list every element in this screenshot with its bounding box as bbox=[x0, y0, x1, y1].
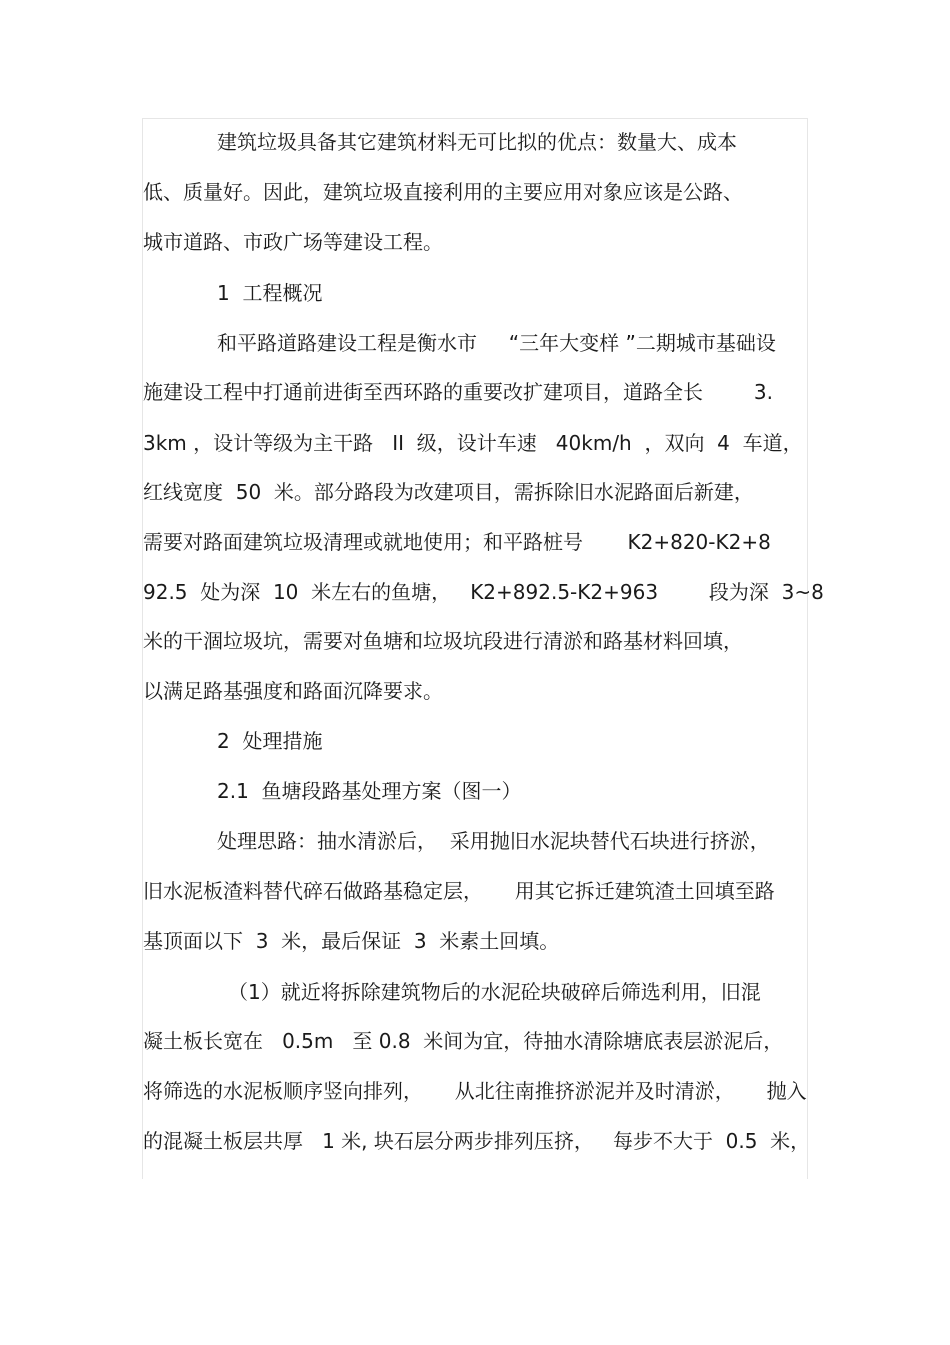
text-line: 3km ，设计等级为主干路 II 级，设计车速 40km/h ，双向 4 车道， bbox=[143, 431, 803, 455]
section-heading: 2 处理措施 bbox=[217, 729, 323, 753]
text-line: 基顶面以下 3 米，最后保证 3 米素土回填。 bbox=[143, 929, 560, 953]
text-line: 旧水泥板渣料替代碎石做路基稳定层， 用其它拆迁建筑渣土回填至路 bbox=[143, 879, 775, 903]
subsection-heading: 2.1 鱼塘段路基处理方案（图一） bbox=[217, 779, 522, 803]
text-line: 的混凝土板层共厚 1 米, 块石层分两步排列压挤， 每步不大于 0.5 米， bbox=[143, 1129, 811, 1153]
text-line: 需要对路面建筑垃圾清理或就地使用；和平路桩号 K2+820-K2+8 bbox=[143, 530, 771, 554]
text-line: 处理思路：抽水清淤后， 采用抛旧水泥块替代石块进行挤淤， bbox=[217, 829, 770, 853]
text-line: 城市道路、市政广场等建设工程。 bbox=[143, 230, 443, 254]
text-line: （1）就近将拆除建筑物后的水泥砼块破碎后筛选利用，旧混 bbox=[228, 980, 761, 1004]
text-line: 米的干涸垃圾坑，需要对鱼塘和垃圾坑段进行清淤和路基材料回填， bbox=[143, 629, 743, 653]
text-line: 以满足路基强度和路面沉降要求。 bbox=[143, 679, 443, 703]
text-line: 凝土板长宽在 0.5m 至 0.8 米间为宜，待抽水清除塘底表层淤泥后， bbox=[143, 1029, 784, 1053]
text-line: 将筛选的水泥板顺序竖向排列， 从北往南推挤淤泥并及时清淤， 抛入 bbox=[143, 1079, 807, 1103]
section-heading: 1 工程概况 bbox=[217, 281, 323, 305]
text-line: 施建设工程中打通前进街至西环路的重要改扩建项目，道路全长 3. bbox=[143, 380, 773, 404]
text-line: 红线宽度 50 米。部分路段为改建项目，需拆除旧水泥路面后新建， bbox=[143, 480, 754, 504]
text-line: 92.5 处为深 10 米左右的鱼塘， K2+892.5-K2+963 段为深 3~8 bbox=[143, 580, 824, 604]
text-line: 低、质量好。因此，建筑垃圾直接利用的主要应用对象应该是公路、 bbox=[143, 180, 743, 204]
text-line: 和平路道路建设工程是衡水市 “三年大变样 ”二期城市基础设 bbox=[217, 331, 776, 355]
text-line: 建筑垃圾具备其它建筑材料无可比拟的优点：数量大、成本 bbox=[217, 130, 737, 154]
